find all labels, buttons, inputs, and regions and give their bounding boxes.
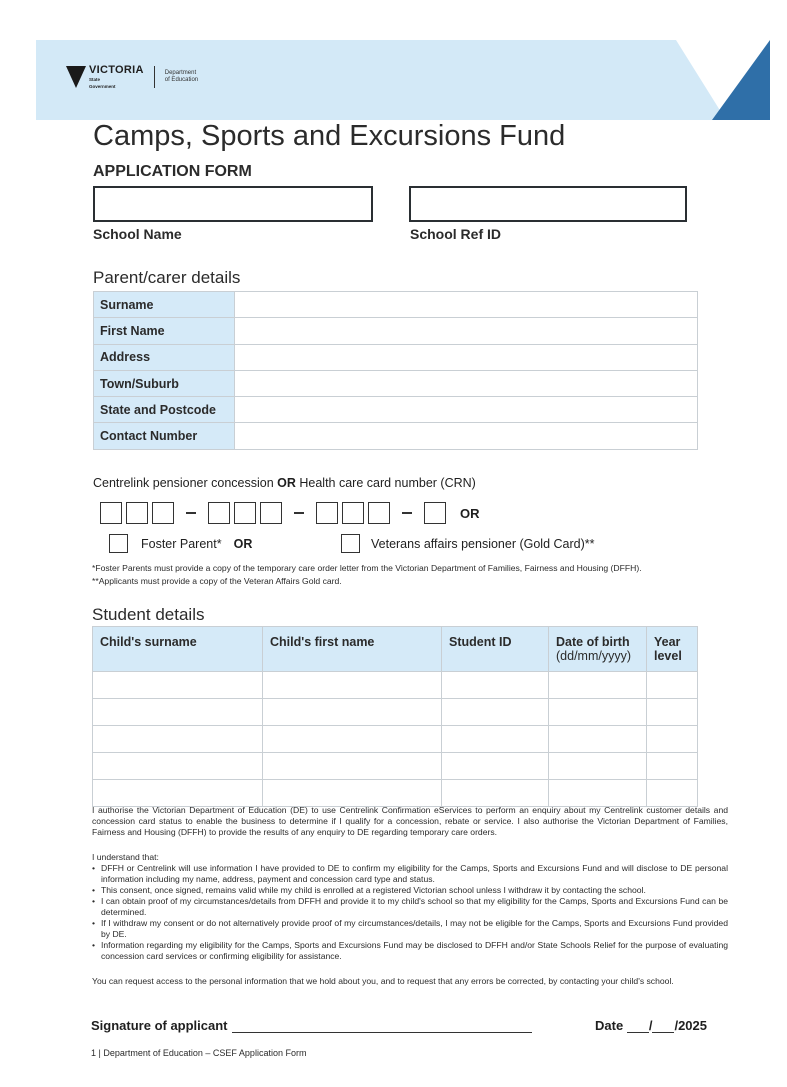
logo-sub-text-2: Government [89, 83, 116, 89]
logo-main-text: VICTORIA [89, 63, 144, 76]
contact-number-label: Contact Number [94, 423, 235, 449]
table-row [94, 344, 698, 370]
table-cell[interactable] [263, 699, 442, 726]
list-item: • I can obtain proof of my circumstances/details from DFFH and provide it to my child's school so that my eligibility for the Camps, Sports and Excursions Fund can be determined. [101, 896, 728, 918]
logo-dept-1: Department [164, 69, 197, 76]
parent-section-heading: Parent/carer details [93, 268, 241, 287]
victoria-logo [66, 61, 198, 93]
logo-divider [154, 66, 155, 88]
footer-text: | Department of Education – CSEF Application Form [96, 1048, 307, 1058]
date-field [595, 1018, 707, 1033]
veterans-note: **Applicants must provide a copy of the Veteran Affairs Gold card. [92, 576, 342, 586]
table-cell[interactable] [93, 672, 263, 699]
table-cell[interactable] [263, 672, 442, 699]
table-cell[interactable] [263, 780, 442, 807]
signature-row [91, 1018, 707, 1033]
crn-digit-box[interactable] [152, 502, 174, 524]
table-cell[interactable] [549, 780, 647, 807]
table-cell[interactable] [263, 726, 442, 753]
list-item: • This consent, once signed, remains valid while my child is enrolled at a registered Victorian school unless I withdraw it by contacting the school. [101, 885, 728, 896]
header-accent-triangle [712, 40, 770, 120]
table-cell[interactable] [442, 699, 549, 726]
page-number: 1 [91, 1048, 97, 1058]
understand-list [92, 863, 728, 962]
table-cell[interactable] [549, 672, 647, 699]
student-details-table [92, 626, 698, 807]
table-cell[interactable] [647, 699, 698, 726]
page-footer [91, 1048, 306, 1058]
col-student-id: Student ID [442, 627, 549, 672]
list-item: • DFFH or Centrelink will use information I have provided to DE to confirm my eligibility for the Camps, Sports and Excursions Fund and will disclose to DE personal information including my name, address, payment and concession card type and status. [101, 863, 728, 885]
crn-dash [402, 512, 412, 514]
signature-label: Signature of applicant [91, 1018, 228, 1033]
date-year: /2025 [674, 1018, 707, 1033]
list-item: • Information regarding my eligibility for the Camps, Sports and Excursions Fund may be disclosed to DFFH and/or State Schools Relief for the purpose of evaluating concession card services or confirming eligibility for assistance. [101, 940, 728, 962]
year-header: Year [654, 635, 681, 649]
table-cell[interactable] [93, 753, 263, 780]
crn-input-row [100, 502, 480, 524]
crn-or-text: OR [460, 505, 480, 521]
crn-digit-box[interactable] [260, 502, 282, 524]
crn-label-or: OR [277, 476, 296, 490]
table-row [94, 292, 698, 318]
understand-heading: I understand that: [92, 852, 159, 862]
level-header: level [654, 649, 682, 663]
table-cell[interactable] [647, 780, 698, 807]
table-row [94, 318, 698, 344]
table-cell[interactable] [442, 672, 549, 699]
table-row [93, 726, 698, 753]
town-input[interactable] [235, 370, 698, 396]
date-slash: / [648, 1018, 653, 1033]
col-date-of-birth [549, 627, 647, 672]
table-cell[interactable] [442, 726, 549, 753]
list-item: • If I withdraw my consent or do not alternatively provide proof of my circumstances/details, I may not be eligible for the Camps, Sports and Excursions Fund provided by DE. [101, 918, 728, 940]
school-name-label: School Name [93, 226, 182, 242]
table-row [93, 780, 698, 807]
dob-header: Date of birth [556, 635, 630, 649]
understand-block [92, 852, 728, 962]
dob-format: (dd/mm/yyyy) [556, 649, 631, 663]
table-cell[interactable] [93, 699, 263, 726]
crn-digit-box[interactable] [424, 502, 446, 524]
col-child-surname: Child's surname [93, 627, 263, 672]
crn-label [93, 476, 476, 490]
page-title: Camps, Sports and Excursions Fund [93, 120, 566, 152]
crn-digit-box[interactable] [368, 502, 390, 524]
crn-digit-box[interactable] [208, 502, 230, 524]
veterans-option [341, 534, 595, 553]
crn-digit-box[interactable] [316, 502, 338, 524]
table-cell[interactable] [263, 753, 442, 780]
foster-parent-option [109, 534, 252, 553]
school-ref-label: School Ref ID [410, 226, 502, 242]
address-label: Address [94, 344, 235, 370]
student-section-heading: Student details [92, 605, 205, 624]
col-year-level [647, 627, 698, 672]
logo-sub-text-1: State [89, 76, 101, 82]
crn-digit-box[interactable] [126, 502, 148, 524]
first-name-label: First Name [94, 318, 235, 344]
crn-digit-box[interactable] [234, 502, 256, 524]
state-postcode-input[interactable] [235, 397, 698, 423]
foster-parent-checkbox[interactable] [109, 534, 128, 553]
surname-input[interactable] [235, 292, 698, 318]
table-cell[interactable] [442, 753, 549, 780]
signature-line[interactable] [232, 1020, 532, 1033]
table-row [94, 370, 698, 396]
table-cell[interactable] [647, 672, 698, 699]
table-cell[interactable] [93, 780, 263, 807]
table-cell[interactable] [647, 753, 698, 780]
table-cell[interactable] [549, 699, 647, 726]
victoria-logo-icon [66, 66, 86, 88]
access-paragraph: You can request access to the personal information that we hold about you, and to request that any errors be corrected, by contacting your child's school. [92, 976, 674, 986]
parent-details-table [93, 291, 698, 450]
address-input[interactable] [235, 344, 698, 370]
crn-digit-box[interactable] [342, 502, 364, 524]
date-day-line[interactable] [627, 1020, 649, 1033]
date-month-line[interactable] [652, 1020, 674, 1033]
crn-dash [294, 512, 304, 514]
foster-parent-label: Foster Parent* [141, 536, 222, 551]
crn-digit-box[interactable] [100, 502, 122, 524]
surname-label: Surname [94, 292, 235, 318]
foster-note: *Foster Parents must provide a copy of the temporary care order letter from the Victorian Department of Families, Fairness and Housing (DFFH). [92, 563, 642, 573]
table-row [94, 397, 698, 423]
date-label: Date [595, 1018, 624, 1033]
table-cell[interactable] [442, 780, 549, 807]
crn-label-post: Health care card number (CRN) [295, 476, 476, 490]
veterans-label: Veterans affairs pensioner (Gold Card)** [371, 536, 595, 551]
table-cell[interactable] [93, 726, 263, 753]
foster-or-text: OR [233, 536, 253, 551]
town-label: Town/Suburb [94, 370, 235, 396]
table-cell[interactable] [549, 726, 647, 753]
table-row [94, 423, 698, 449]
table-row [93, 699, 698, 726]
col-child-first-name: Child's first name [263, 627, 442, 672]
crn-dash [186, 512, 196, 514]
logo-dept-2: of Education [164, 77, 199, 83]
table-cell[interactable] [647, 726, 698, 753]
consent-paragraph: I authorise the Victorian Department of Education (DE) to use Centrelink Confirmation eServices to perform an enquiry about my Centrelink customer details and concession card status to enable the business to determine if I qualify for a concession, rebate or service. I also authorise the Victorian Department of Families, Fairness and Housing (DFFH) to provide the results of any enquiry to DE regarding temporary care orders. [92, 805, 728, 837]
state-postcode-label: State and Postcode [94, 397, 235, 423]
crn-label-pre: Centrelink pensioner concession [93, 476, 278, 490]
first-name-input[interactable] [235, 318, 698, 344]
table-row [93, 753, 698, 780]
contact-number-input[interactable] [235, 423, 698, 449]
veterans-checkbox[interactable] [341, 534, 360, 553]
school-name-field[interactable] [93, 186, 373, 222]
table-header-row [93, 627, 698, 672]
table-cell[interactable] [549, 753, 647, 780]
school-ref-field[interactable] [409, 186, 687, 222]
form-subtitle: APPLICATION FORM [93, 163, 252, 180]
table-row [93, 672, 698, 699]
